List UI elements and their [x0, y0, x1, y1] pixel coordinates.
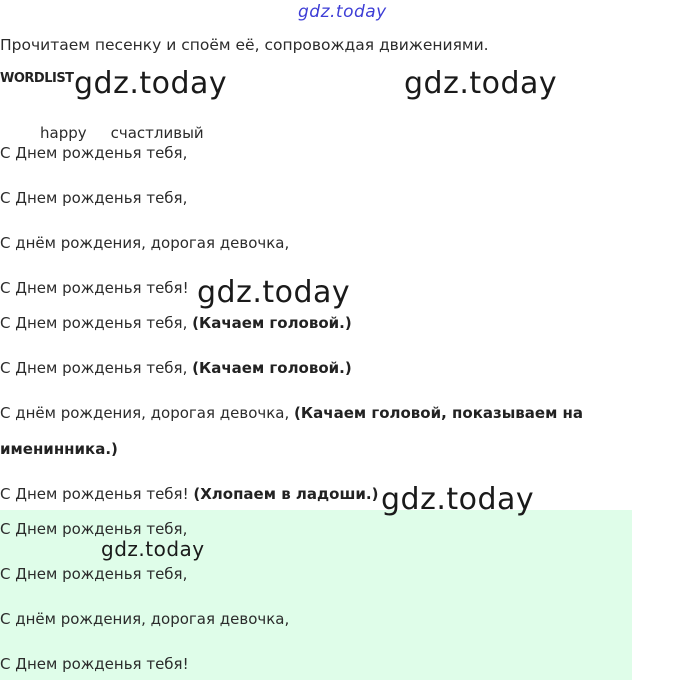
intro-text: Прочитаем песенку и споём её, сопровождая движениями. [0, 36, 489, 54]
song2-line-3 [0, 404, 583, 422]
song2-line-text: С Днем рожденья тебя, [0, 359, 193, 377]
song1-line-1: С Днем рожденья тебя, [0, 144, 188, 162]
song3-line-3: С днём рождения, дорогая девочка, [0, 610, 290, 628]
watermark-1: gdz.today [74, 66, 228, 101]
song1-line-2: С Днем рожденья тебя, [0, 189, 188, 207]
wordlist-row-clipped [40, 124, 240, 142]
song2-line-action: именинника.) [0, 440, 118, 458]
song2-line-1 [0, 314, 352, 332]
song2-line-5 [0, 485, 378, 503]
wordlist-translation: счастливый [110, 124, 204, 142]
song3-line-4: С Днем рожденья тебя! [0, 655, 189, 673]
song1-line-4: С Днем рожденья тебя! [0, 279, 189, 297]
song2-line-action: (Качаем головой.) [192, 359, 352, 377]
song2-line-2 [0, 359, 352, 377]
song3-line-2: С Днем рожденья тебя, [0, 565, 188, 583]
watermark-4: gdz.today [381, 482, 535, 517]
song2-line-action: (Качаем головой.) [192, 314, 352, 332]
watermark-2: gdz.today [404, 66, 558, 101]
watermark-top: gdz.today [298, 2, 387, 22]
song2-line-action: (Качаем головой, показываем на [294, 404, 584, 422]
song2-line-4 [0, 440, 118, 458]
wordlist-heading: WORDLIST [0, 71, 74, 86]
song2-line-action: (Хлопаем в ладоши.) [193, 485, 379, 503]
watermark-5: gdz.today [101, 537, 205, 561]
wordlist-word: happy [40, 124, 87, 142]
song1-line-3: С днём рождения, дорогая девочка, [0, 234, 290, 252]
song2-line-text: С днём рождения, дорогая девочка, [0, 404, 295, 422]
song3-line-1: С Днем рожденья тебя, [0, 520, 188, 538]
song2-line-text: С Днем рожденья тебя! [0, 485, 194, 503]
watermark-3: gdz.today [197, 275, 351, 310]
song2-line-text: С Днем рожденья тебя, [0, 314, 193, 332]
